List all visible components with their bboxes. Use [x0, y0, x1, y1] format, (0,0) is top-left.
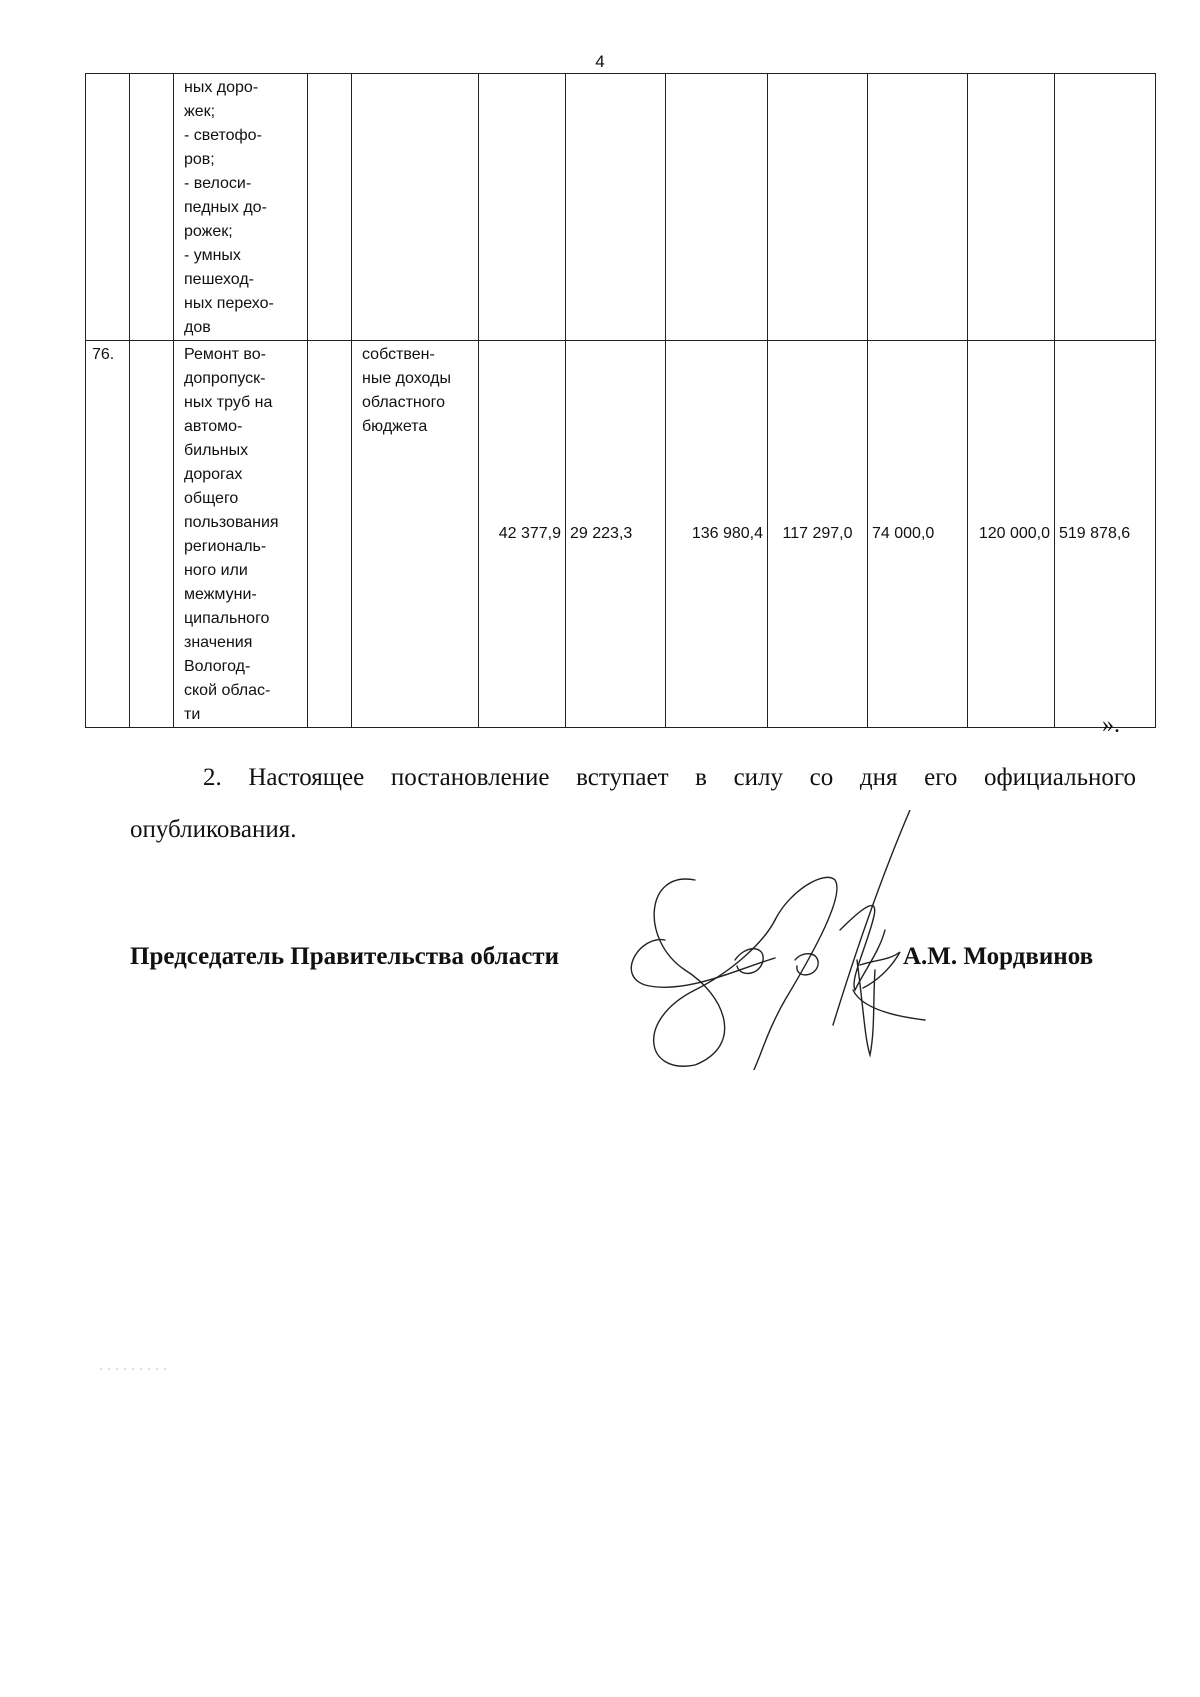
value-text: 519 878,6	[1059, 525, 1131, 542]
name-line: допропуск-	[184, 370, 266, 387]
budget-table	[85, 73, 1156, 728]
cell-source	[352, 74, 479, 341]
cell-number: 76.	[86, 341, 130, 728]
cell-empty	[308, 74, 352, 341]
source-line: собствен-	[362, 346, 435, 363]
cell-source	[352, 341, 479, 728]
name-line: рожек;	[184, 223, 233, 240]
cell-value	[666, 74, 768, 341]
cell-value	[1055, 341, 1156, 728]
source-line: бюджета	[362, 418, 428, 435]
name-line: пешеход-	[184, 271, 254, 288]
name-line: региональ-	[184, 538, 267, 555]
value-text: 136 980,4	[691, 525, 763, 542]
cell-value	[479, 74, 566, 341]
name-line: - велоси-	[184, 175, 252, 192]
cell-value	[968, 341, 1055, 728]
name-line: пользования	[184, 514, 279, 531]
name-line: ных доро-	[184, 79, 259, 96]
scan-artifact	[100, 1368, 170, 1370]
value-text: 117 297,0	[782, 525, 853, 542]
name-line: ципального	[184, 610, 270, 627]
value-text: 74 000,0	[872, 525, 935, 542]
name-line: значения	[184, 634, 253, 651]
name-line: жек;	[184, 103, 216, 120]
cell-value	[666, 341, 768, 728]
name-line: ного или	[184, 562, 248, 579]
name-line: ных труб на	[184, 394, 273, 411]
source-line: областного	[362, 394, 446, 411]
value-text: 29 223,3	[570, 525, 633, 542]
cell-value	[968, 74, 1055, 341]
closing-quote: ».	[1102, 712, 1120, 738]
cell-value	[566, 341, 666, 728]
cell-empty	[130, 74, 174, 341]
name-line: ров;	[184, 151, 215, 168]
name-line: межмуни-	[184, 586, 257, 603]
name-line: дорогах	[184, 466, 243, 483]
name-line: Вологод-	[184, 658, 251, 675]
name-line: ской облас-	[184, 682, 271, 699]
name-line: Ремонт во-	[184, 346, 266, 363]
paragraph-line: опубликования.	[130, 816, 297, 843]
cell-number	[86, 74, 130, 341]
cell-value	[768, 341, 868, 728]
paragraph-line: 2. Настоящее постановление вступает в силу со дня его официального	[203, 764, 1136, 791]
cell-empty	[130, 341, 174, 728]
cell-empty	[308, 341, 352, 728]
name-line: ных перехо-	[184, 295, 274, 312]
table-row-continued	[86, 74, 1156, 341]
name-line: - светофо-	[184, 127, 262, 144]
cell-value	[1055, 74, 1156, 341]
cell-value	[768, 74, 868, 341]
table-row-76	[86, 341, 1156, 728]
name-line: ти	[184, 706, 201, 723]
name-line: - умных	[184, 247, 241, 264]
cell-measure-name	[174, 74, 308, 341]
handwritten-signature	[625, 810, 945, 1070]
name-line: общего	[184, 490, 239, 507]
name-line: бильных	[184, 442, 249, 459]
name-line: автомо-	[184, 418, 243, 435]
name-line: дов	[184, 319, 211, 336]
cell-measure-name	[174, 341, 308, 728]
cell-value	[566, 74, 666, 341]
source-line: ные доходы	[362, 370, 451, 387]
signatory-title: Председатель Правительства области	[130, 943, 559, 970]
value-text: 120 000,0	[978, 525, 1050, 542]
cell-value	[868, 341, 968, 728]
signatory-name: А.М. Мордвинов	[903, 943, 1094, 970]
cell-value	[868, 74, 968, 341]
value-text: 42 377,9	[498, 525, 561, 542]
cell-value	[479, 341, 566, 728]
page-number: 4	[595, 52, 605, 71]
name-line: педных до-	[184, 199, 267, 216]
